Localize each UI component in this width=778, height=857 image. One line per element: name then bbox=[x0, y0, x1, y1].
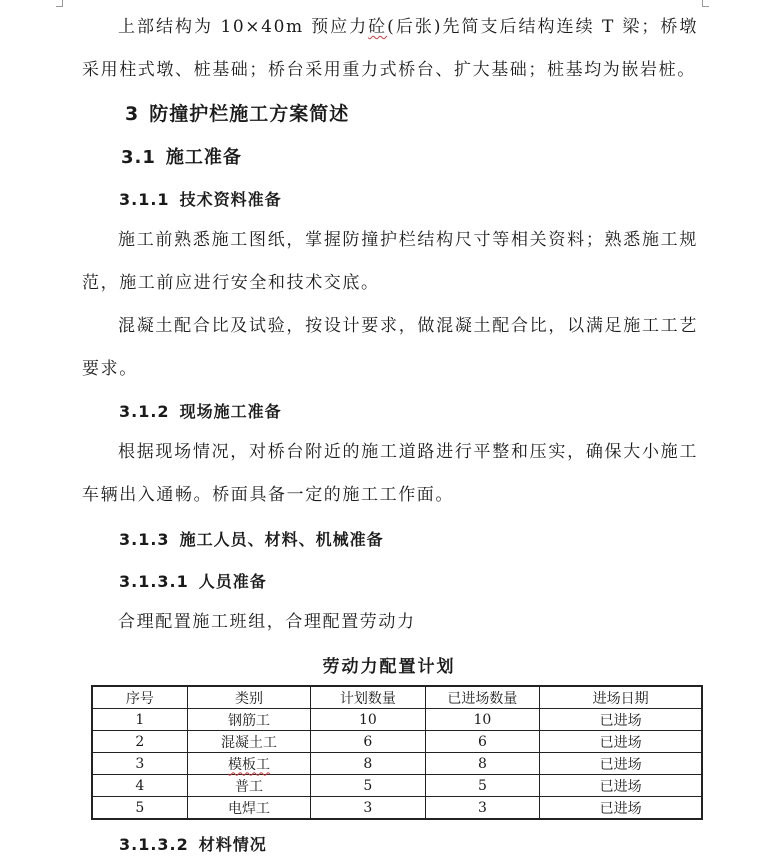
heading-number: 3.1.1 bbox=[119, 190, 170, 209]
heading-section-3-1 bbox=[121, 143, 242, 169]
table-cell: 4 bbox=[92, 775, 187, 797]
technical-docs-paragraph-1: 施工前熟悉施工图纸，掌握防撞护栏结构尺寸等相关资料；熟悉施工规范，施工前应进行安全和技术交底。 bbox=[82, 230, 698, 293]
heading-number: 3.1.2 bbox=[119, 402, 170, 421]
crop-mark-left-horizontal bbox=[56, 6, 63, 7]
intro-paragraph bbox=[82, 6, 698, 92]
table-cell: 2 bbox=[92, 731, 187, 753]
site-prep-block bbox=[82, 431, 698, 517]
table-row bbox=[92, 709, 702, 731]
table-cell: 已进场 bbox=[540, 797, 702, 820]
table-cell: 普工 bbox=[187, 775, 310, 797]
heading-number: 3.1.3.1 bbox=[119, 572, 189, 591]
column-header: 进场日期 bbox=[540, 686, 702, 709]
crop-mark-right-horizontal bbox=[702, 6, 709, 7]
table-cell: 8 bbox=[311, 753, 426, 775]
heading-section-3-1-2 bbox=[119, 399, 282, 422]
table-row bbox=[92, 731, 702, 753]
heading-section-3-1-3-1 bbox=[119, 569, 267, 592]
site-prep-paragraph: 根据现场情况，对桥台附近的施工道路进行平整和压实，确保大小施工车辆出入通畅。桥面具备一定的施工工作面。 bbox=[82, 442, 698, 505]
heading-section-3-1-1 bbox=[119, 187, 282, 210]
personnel-paragraph: 合理配置施工班组，合理配置劳动力 bbox=[118, 612, 416, 632]
table-cell: 已进场 bbox=[540, 753, 702, 775]
column-header: 类别 bbox=[187, 686, 310, 709]
heading-number: 3 bbox=[125, 103, 140, 125]
table-cell: 3 bbox=[311, 797, 426, 820]
heading-number: 3.1.3.2 bbox=[119, 835, 189, 854]
heading-title: 施工人员、材料、机械准备 bbox=[179, 530, 384, 549]
labor-table-title: 劳动力配置计划 bbox=[322, 657, 456, 677]
table-cell: 10 bbox=[425, 709, 540, 731]
labor-allocation-table bbox=[91, 685, 703, 820]
table-cell: 1 bbox=[92, 709, 187, 731]
table-cell: 5 bbox=[92, 797, 187, 820]
intro-paragraph-block bbox=[82, 6, 698, 92]
heading-title: 现场施工准备 bbox=[179, 402, 282, 421]
spellcheck-flagged-word[interactable]: 砼 bbox=[368, 17, 388, 37]
table-cell: 已进场 bbox=[540, 731, 702, 753]
table-cell: 已进场 bbox=[540, 709, 702, 731]
heading-number: 3.1 bbox=[121, 147, 156, 168]
heading-section-3-1-3 bbox=[119, 527, 384, 550]
table-header-row bbox=[92, 686, 702, 709]
personnel-block bbox=[82, 601, 698, 644]
table-row bbox=[92, 753, 702, 775]
table-cell: 3 bbox=[425, 797, 540, 820]
table-cell: 6 bbox=[425, 731, 540, 753]
heading-title: 人员准备 bbox=[198, 572, 267, 591]
table-cell: 钢筋工 bbox=[187, 709, 310, 731]
table-cell: 已进场 bbox=[540, 775, 702, 797]
table-row bbox=[92, 775, 702, 797]
table-cell: 5 bbox=[311, 775, 426, 797]
table-row bbox=[92, 797, 702, 820]
heading-title: 施工准备 bbox=[165, 147, 242, 168]
heading-title: 材料情况 bbox=[198, 835, 267, 854]
heading-section-3-1-3-2 bbox=[119, 832, 267, 855]
column-header: 序号 bbox=[92, 686, 187, 709]
column-header: 已进场数量 bbox=[425, 686, 540, 709]
heading-title: 技术资料准备 bbox=[179, 190, 282, 209]
table-cell: 8 bbox=[425, 753, 540, 775]
technical-docs-block bbox=[82, 219, 698, 391]
heading-section-3 bbox=[125, 99, 349, 126]
table-cell-spellcheck-flagged[interactable]: 模板工 bbox=[187, 753, 310, 775]
column-header: 计划数量 bbox=[311, 686, 426, 709]
intro-text-prefix: 上部结构为 10×40m 预应力 bbox=[118, 17, 369, 37]
table-cell: 5 bbox=[425, 775, 540, 797]
table-cell: 6 bbox=[311, 731, 426, 753]
heading-title: 防撞护栏施工方案简述 bbox=[149, 103, 350, 125]
table-cell: 10 bbox=[311, 709, 426, 731]
table-cell: 电焊工 bbox=[187, 797, 310, 820]
table-cell: 3 bbox=[92, 753, 187, 775]
table-cell: 混凝土工 bbox=[187, 731, 310, 753]
heading-number: 3.1.3 bbox=[119, 530, 170, 549]
technical-docs-paragraph-2: 混凝土配合比及试验，按设计要求，做混凝土配合比，以满足施工工艺要求。 bbox=[82, 316, 698, 379]
intro-text-suffix: (后张)先简支后结构连续 T 梁；桥墩采用柱式墩、桩基础；桥台采用重力式桥台、扩大基础；桩基均为嵌岩桩。 bbox=[82, 17, 698, 80]
